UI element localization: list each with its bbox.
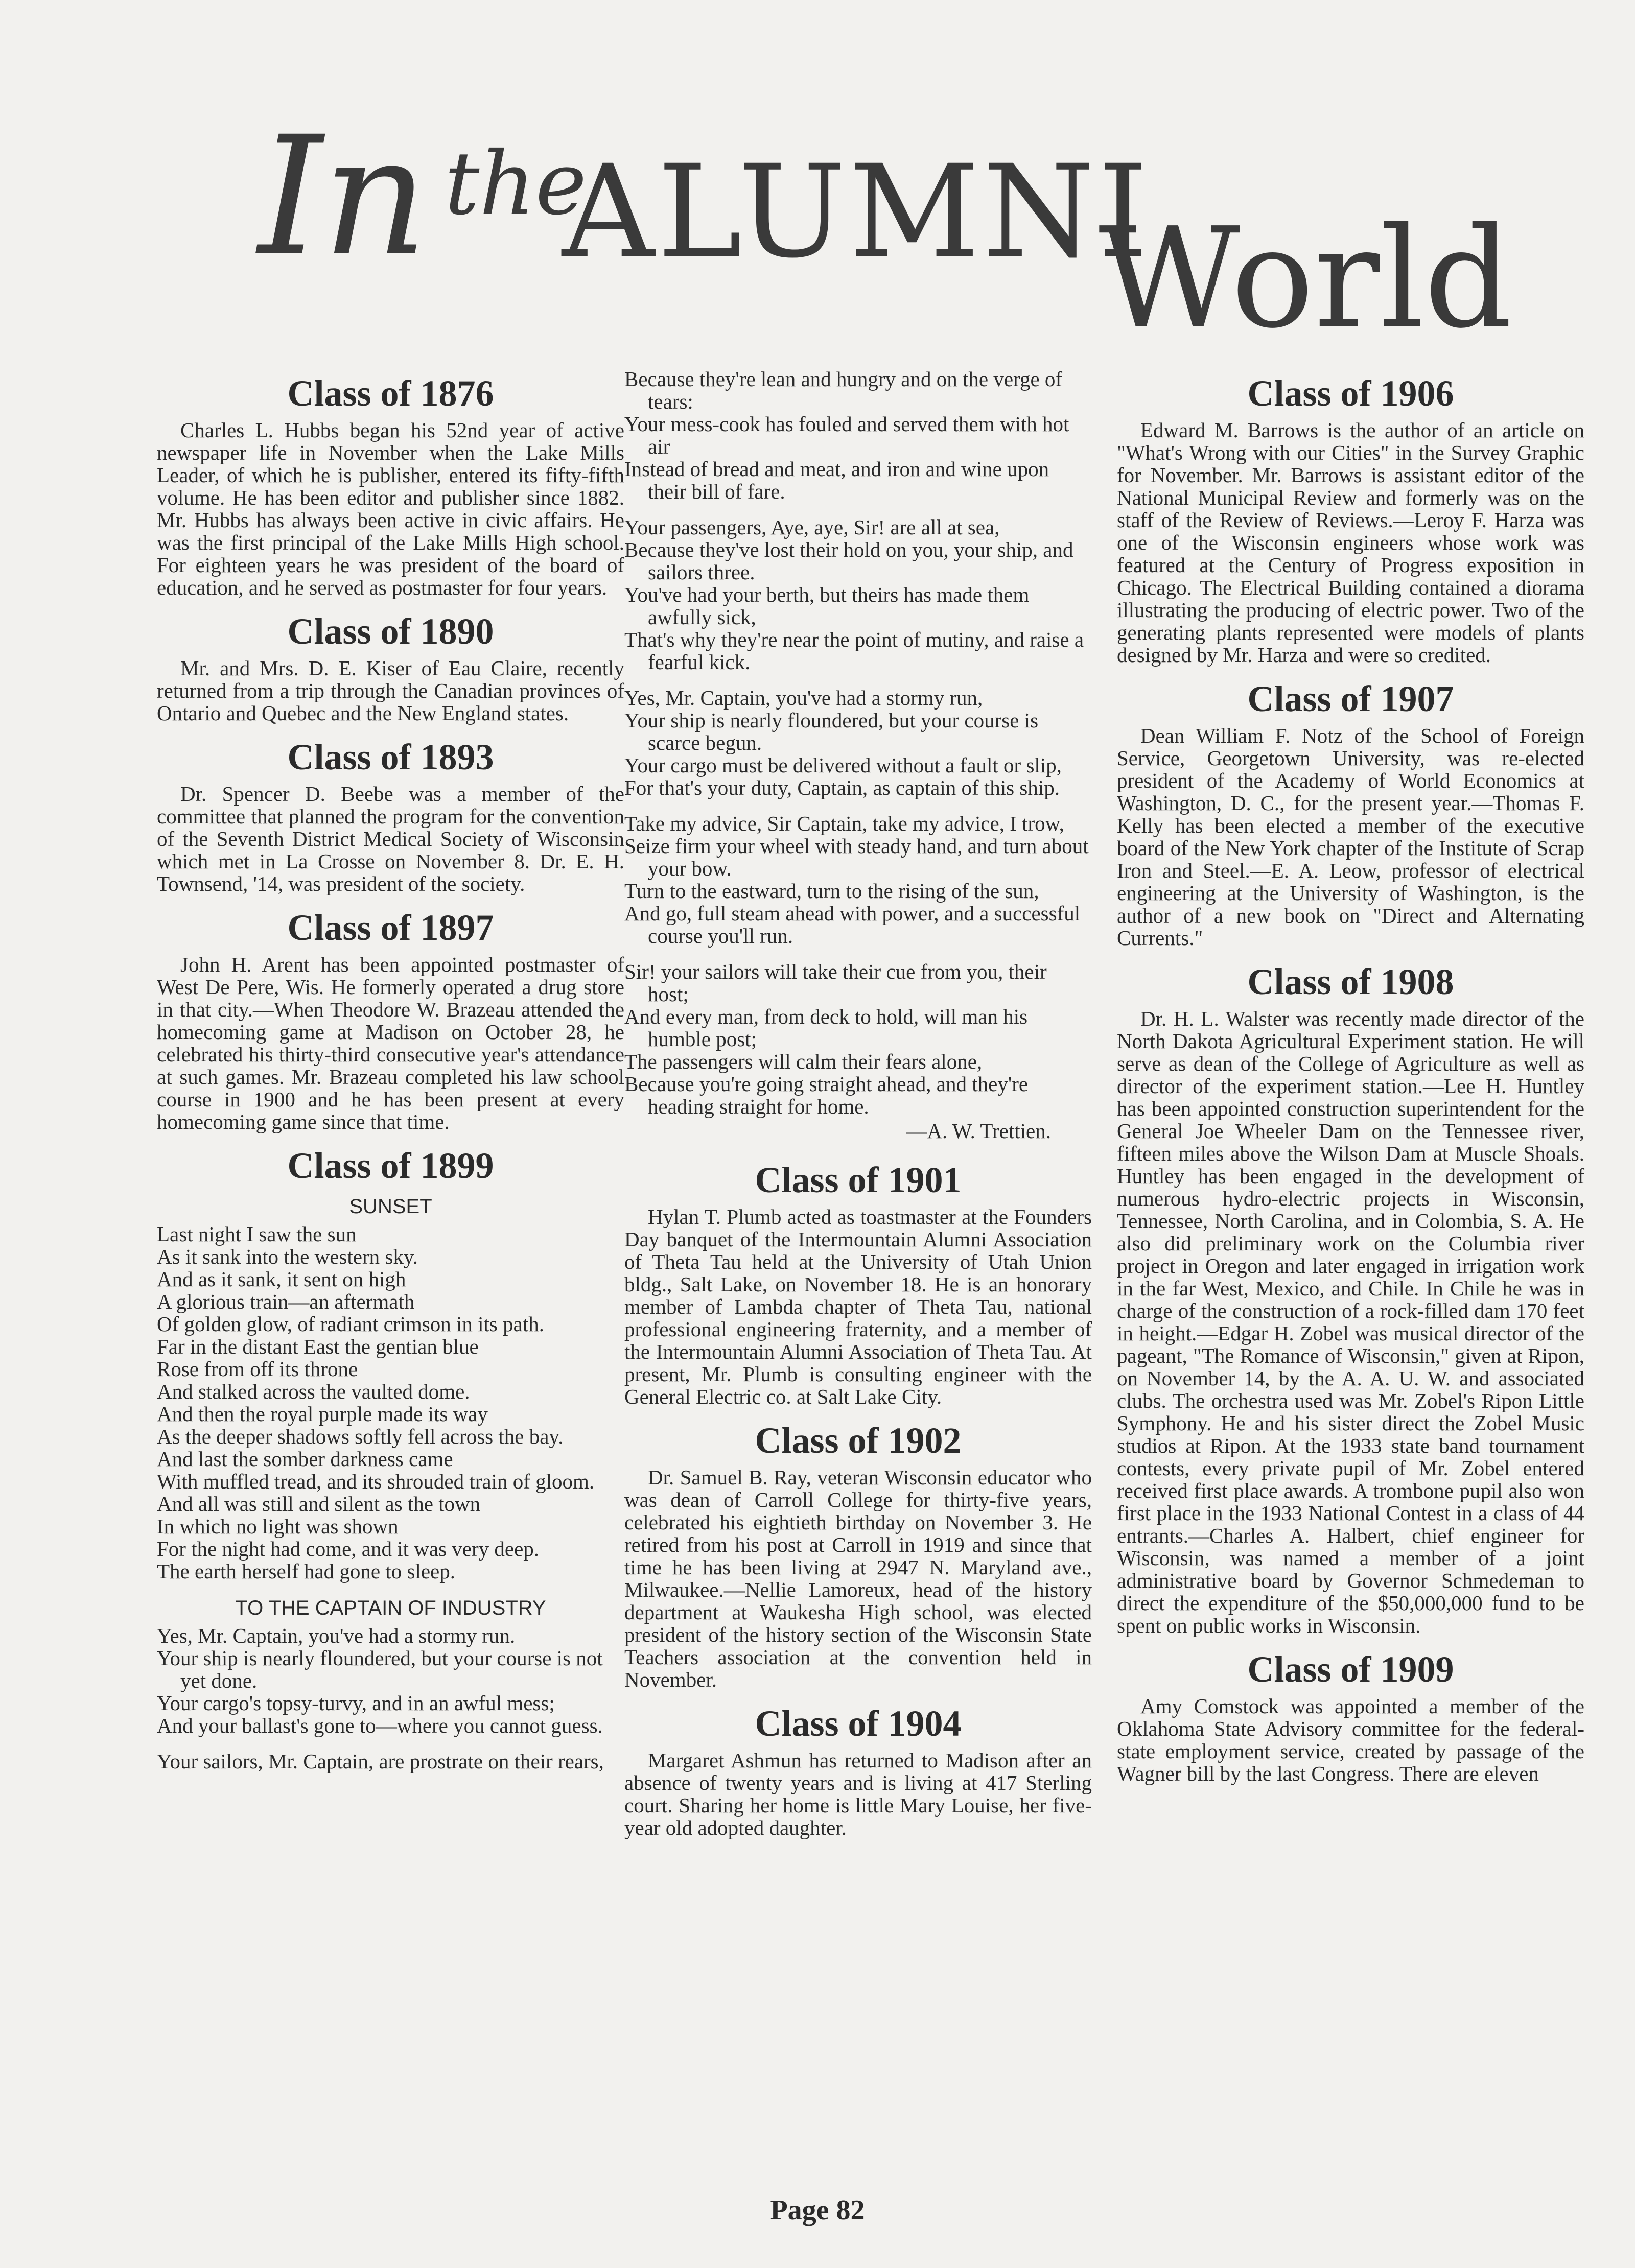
poem-line: And last the somber darkness came	[157, 1447, 453, 1471]
class-1890-heading: Class of 1890	[287, 611, 494, 652]
class-1904-heading: Class of 1904	[755, 1703, 962, 1744]
poem-line: And as it sank, it sent on high	[157, 1267, 406, 1291]
poem-line: The passengers will calm their fears alone,	[624, 1050, 983, 1073]
class-1890-text: Mr. and Mrs. D. E. Kiser of Eau Claire, recently returned from a trip through the Canadian provinces of Ontario and Quebec and the New England states.	[157, 656, 624, 725]
class-1908-heading: Class of 1908	[1247, 961, 1454, 1002]
poem-line: Your ship is nearly floundered, but your course is not yet done.	[157, 1646, 603, 1692]
poem-author-signature: —A. W. Trettien.	[906, 1119, 1051, 1143]
poem-line: And your ballast's gone to—where you cannot guess.	[157, 1714, 603, 1737]
poem-line: Last night I saw the sun	[157, 1222, 357, 1246]
poem-line: Your cargo's topsy-turvy, and in an awful mess;	[157, 1691, 555, 1715]
poem-line: Of golden glow, of radiant crimson in its path.	[157, 1312, 544, 1336]
class-1901-text: Hylan T. Plumb acted as toastmaster at the Founders Day banquet of the Intermountain Alumni Association of Theta Tau held at the University of Utah Union bldg., Salt Lake, on November 18. He is an honorary member of Lambda chapter of Theta Tau, national professional engineering fraternity, and a member of the Intermountain Alumni Association of Theta Tau. At present, Mr. Plumb is consulting engineer with the General Electric co. at Salt Lake City.	[624, 1205, 1092, 1408]
class-1899-heading: Class of 1899	[287, 1145, 494, 1186]
poem-line: And go, full steam ahead with power, and a successful course you'll run.	[624, 902, 1081, 948]
poem-captain-stanza-1	[157, 1624, 624, 1737]
class-1901-heading: Class of 1901	[755, 1160, 962, 1200]
poem-line: Rose from off its throne	[157, 1357, 358, 1381]
class-1909-text: Amy Comstock was appointed a member of the Oklahoma State Advisory committee for the federal-state employment service, created by passage of the Wagner bill by the last Congress. There are eleven	[1117, 1694, 1584, 1785]
poem-line: Because they're lean and hungry and on the verge of tears:	[624, 367, 1063, 413]
poem-captain-stanza-6	[624, 960, 1092, 1118]
masthead-world: World	[1099, 198, 1512, 359]
poem-line: In which no light was shown	[157, 1515, 399, 1538]
poem-line: Yes, Mr. Captain, you've had a stormy run.	[157, 1624, 516, 1647]
column-middle	[624, 368, 1092, 1846]
poem-line: Your cargo must be delivered without a fault or slip,	[624, 753, 1062, 777]
class-1906-text: Edward M. Barrows is the author of an article on "What's Wrong with our Cities" in the Survey Graphic for November. Mr. Barrows is assistant editor of the National Municipal Review and formerly was on the staff of the Review of Reviews.—Leroy F. Harza was one of the Wisconsin engineers whose work was featured at the Century of Progress exposition in Chicago. The Electrical Building contained a diorama illustrating the producing of electric power. Two of the generating plants represented were models of plants designed by Mr. Harza and were so credited.	[1117, 418, 1584, 667]
class-1897-heading: Class of 1897	[287, 907, 494, 948]
class-1906-heading: Class of 1906	[1247, 373, 1454, 414]
poem-line: For the night had come, and it was very deep.	[157, 1537, 540, 1561]
masthead-in: In	[258, 102, 428, 292]
poem-line: Sir! your sailors will take their cue from you, their host;	[624, 960, 1047, 1006]
poem-line: Seize firm your wheel with steady hand, and turn about your bow.	[624, 834, 1089, 880]
poem-line: With muffled tread, and its shrouded train of gloom.	[157, 1470, 595, 1493]
poem-line: As the deeper shadows softly fell across the bay.	[157, 1425, 564, 1448]
masthead	[0, 0, 1635, 368]
poem-captain-stanza-2-cont	[624, 368, 1092, 503]
poem-captain-stanza-3	[624, 516, 1092, 673]
masthead-the: the	[445, 133, 587, 234]
class-1876-heading: Class of 1876	[287, 373, 494, 414]
column-right	[1117, 368, 1584, 1792]
page-number: Page 82	[770, 2194, 865, 2226]
poem-line: Take my advice, Sir Captain, take my advice, I trow,	[624, 812, 1064, 835]
poem-line: Far in the distant East the gentian blue	[157, 1335, 479, 1358]
class-1902-text: Dr. Samuel B. Ray, veteran Wisconsin educator who was dean of Carroll College for thirty-five years, celebrated his eightieth birthday on November 3. He retired from his post at Carroll in 1919 and since that time he has been living at 2947 N. Maryland ave., Milwaukee.—Nellie Lamoreux, head of the history department at Waukesha High school, was elected president of the history section of the Wisconsin State Teachers association at the convention held in November.	[624, 1466, 1092, 1691]
poem-line: Because you're going straight ahead, and they're heading straight for home.	[624, 1072, 1029, 1118]
poem-line: Instead of bread and meat, and iron and wine upon their bill of fare.	[624, 457, 1049, 503]
class-1893-heading: Class of 1893	[287, 737, 494, 777]
poem-line: Your passengers, Aye, aye, Sir! are all at sea,	[624, 515, 1000, 539]
poem-line: Yes, Mr. Captain, you've had a stormy run,	[624, 686, 983, 710]
poem-line: Your sailors, Mr. Captain, are prostrate on their rears,	[157, 1750, 604, 1773]
poem-line: And all was still and silent as the town	[157, 1492, 481, 1516]
poem-captain-stanza-5	[624, 812, 1092, 947]
poem-captain-stanza-4	[624, 687, 1092, 799]
class-1902-heading: Class of 1902	[755, 1420, 962, 1461]
poem-line: That's why they're near the point of mutiny, and raise a fearful kick.	[624, 628, 1084, 674]
poem-line: You've had your berth, but theirs has made them awfully sick,	[624, 583, 1030, 629]
poem-line: Your mess-cook has fouled and served them with hot air	[624, 412, 1069, 458]
class-1897-text: John H. Arent has been appointed postmaster of West De Pere, Wis. He formerly operated a drug store in that city.—When Theodore W. Brazeau attended the homecoming game at Madison on October 28, he celebrated his thirty-third consecutive year's attendance at such games. Mr. Brazeau completed his law school course in 1900 and he has been present at every homecoming game since that time.	[157, 953, 624, 1133]
poem-line: The earth herself had gone to sleep.	[157, 1560, 456, 1583]
class-1907-text: Dean William F. Notz of the School of Foreign Service, Georgetown University, was re-elected president of the Academy of World Economics at Washington, D. C., for the present year.—Thomas F. Kelly has been elected a member of the executive board of the New York chapter of the Institute of Scrap Iron and Steel.—E. A. Leow, professor of electrical engineering at the University of Washington, is the author of a new book on "Direct and Alternating Currents."	[1117, 724, 1584, 950]
class-1876-text: Charles L. Hubbs began his 52nd year of active newspaper life in November when the Lake Mills Leader, of which he is publisher, entered its fifty-fifth volume. He has been editor and publisher since 1882. Mr. Hubbs has always been active in civic affairs. He was the first principal of the Lake Mills High school. For eighteen years he was president of the board of education, and he served as postmaster for four years.	[157, 418, 624, 599]
class-1907-heading: Class of 1907	[1247, 678, 1454, 719]
poem-line: Turn to the eastward, turn to the rising of the sun,	[624, 879, 1039, 903]
column-left	[157, 368, 624, 1786]
poem-captain-title: TO THE CAPTAIN OF INDUSTRY	[235, 1597, 546, 1619]
poem-line: Because they've lost their hold on you, your ship, and sailors three.	[624, 538, 1073, 584]
class-1904-text: Margaret Ashmun has returned to Madison after an absence of twenty years and is living at 417 Sterling court. Sharing her home is little Mary Louise, her five-year old adopted daughter.	[624, 1749, 1092, 1839]
poem-sunset-title: SUNSET	[349, 1195, 432, 1218]
poem-line: For that's your duty, Captain, as captain of this ship.	[624, 776, 1060, 799]
poem-line: A glorious train—an aftermath	[157, 1290, 415, 1313]
poem-line: Your ship is nearly floundered, but your course is scarce begun.	[624, 708, 1039, 754]
masthead-alumni: ALUMNI	[562, 137, 1152, 286]
class-1908-text: Dr. H. L. Walster was recently made director of the North Dakota Agricultural Experiment station. He will serve as dean of the College of Agriculture as well as director of the experiment station.—Lee H. Huntley has been appointed construction superintendent for the General Joe Wheeler Dam on the Tennessee river, fifteen miles above the Wilson Dam at Muscle Shoals. Huntley has been engaged in the development of numerous hydro-electric projects in Wisconsin, Tennessee, North Carolina, and in Colombia, S. A. He also did preliminary work on the Columbia river project in Oregon and later engaged in irrigation work in the far West, Mexico, and Chile. In Chile he was in charge of the construction of a rock-filled dam 170 feet in height.—Edgar H. Zobel was musical director of the pageant, "The Romance of Wisconsin," given at Ripon, on November 14, by the A. A. U. W. and associated clubs. The orchestra used was Mr. Zobel's Ripon Little Symphony. He and his sister direct the Zobel Music studios at Ripon. At the 1933 state band tournament contests, every private pupil of Mr. Zobel entered received first place awards. A trombone pupil also won first place in the 1933 National Contest in a class of 44 entrants.—Charles A. Halbert, chief engineer for Wisconsin, was named a member of a joint administrative board by Governor Schmedeman to direct the expenditure of the $50,000,000 fund to be spent on public works in Wisconsin.	[1117, 1007, 1584, 1637]
poem-captain-stanza-2	[157, 1750, 624, 1773]
poem-line: As it sank into the western sky.	[157, 1245, 418, 1268]
class-1893-text: Dr. Spencer D. Beebe was a member of the committee that planned the program for the convention of the Seventh District Medical Society of Wisconsin which met in La Crosse on November 8. Dr. E. H. Townsend, '14, was president of the society.	[157, 782, 624, 895]
poem-line: And every man, from deck to hold, will man his humble post;	[624, 1005, 1028, 1051]
poem-sunset	[157, 1223, 624, 1582]
poem-line: And stalked across the vaulted dome.	[157, 1380, 470, 1403]
class-1909-heading: Class of 1909	[1247, 1649, 1454, 1690]
poem-line: And then the royal purple made its way	[157, 1402, 488, 1426]
